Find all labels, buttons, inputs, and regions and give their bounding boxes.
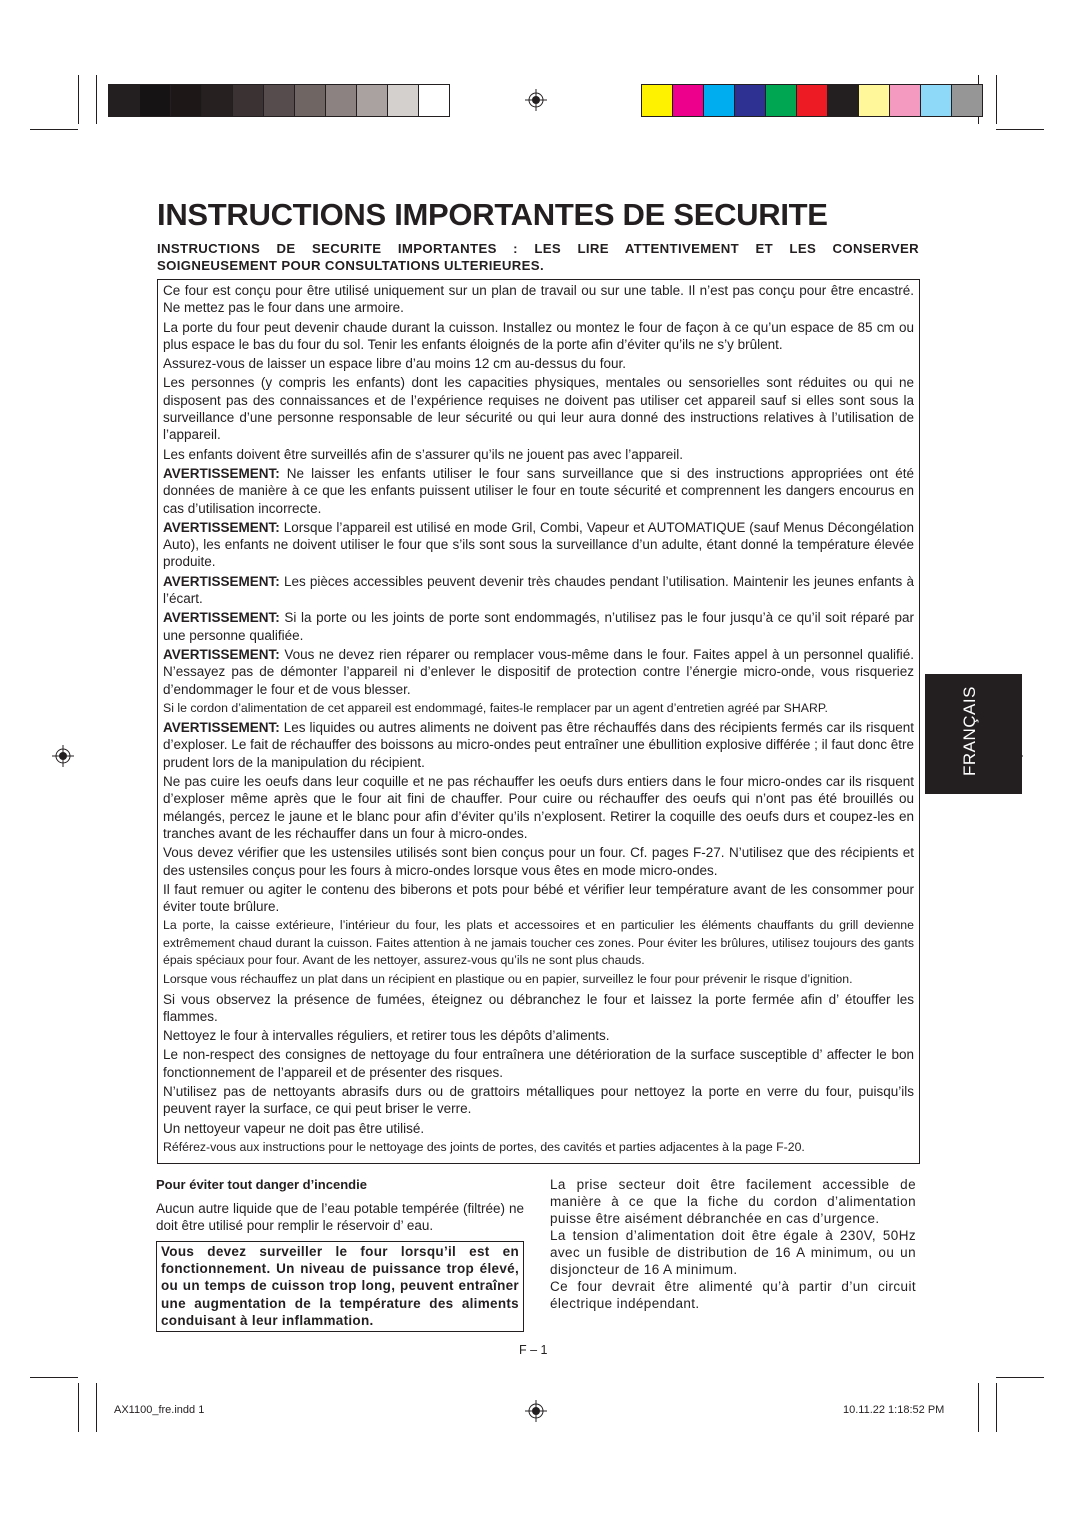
color-swatch bbox=[140, 85, 171, 116]
color-swatch bbox=[233, 85, 264, 116]
page-title: INSTRUCTIONS IMPORTANTES DE SECURITE bbox=[157, 197, 828, 232]
paragraph: Le non-respect des consignes de nettoyage du four entraînera une détérioration de la surface susceptible d’ affecter le bon fonctionnement de l’appareil et de présenter des risques. bbox=[163, 1047, 914, 1080]
paragraph: Si le cordon d’alimentation de cet appareil est endommagé, faites-le remplacer par un agent d’entretien agréé par SHARP. bbox=[163, 700, 828, 715]
color-swatch bbox=[673, 85, 704, 116]
color-swatch bbox=[326, 85, 357, 116]
warning-label: AVERTISSEMENT: bbox=[163, 720, 280, 736]
color-swatch bbox=[952, 85, 982, 116]
color-swatch bbox=[642, 85, 673, 116]
warning-label: AVERTISSEMENT: bbox=[163, 610, 280, 626]
footer-filename: AX1100_fre.indd 1 bbox=[114, 1404, 205, 1416]
grayscale-calibration-bar bbox=[108, 84, 450, 117]
color-swatch bbox=[357, 85, 388, 116]
color-swatch bbox=[202, 85, 233, 116]
color-swatch bbox=[766, 85, 797, 116]
color-swatch bbox=[890, 85, 921, 116]
safety-instructions-box bbox=[157, 279, 920, 1164]
color-swatch bbox=[295, 85, 326, 116]
color-swatch bbox=[828, 85, 859, 116]
registration-mark-icon bbox=[525, 1400, 547, 1422]
paragraph: Assurez-vous de laisser un espace libre d’au moins 12 cm au-dessus du four. bbox=[163, 356, 626, 372]
warning-label: AVERTISSEMENT: bbox=[163, 573, 280, 589]
paragraph: Un nettoyeur vapeur ne doit pas être utilisé. bbox=[163, 1120, 425, 1136]
warning-paragraph: AVERTISSEMENT: Les pièces accessibles peuvent devenir très chaudes pendant l’utilisation. Maintenir les jeunes enfants à l’écart. bbox=[163, 573, 914, 607]
warning-label: AVERTISSEMENT: bbox=[163, 465, 280, 481]
fire-warning-box: Vous devez surveiller le four lorsqu’il est en fonctionnement. Un niveau de puissance trop élevé, ou un temps de cuisson trop long, peuvent entraîner une augmentation de la température des aliments conduisant à leur inflammation. bbox=[156, 1241, 524, 1332]
color-swatch bbox=[859, 85, 890, 116]
paragraph: La prise secteur doit être facilement accessible de manière à ce que la fiche du cordon d’alimentation puisse être aisément débranchée en cas d’urgence. bbox=[550, 1177, 916, 1226]
paragraph: Si vous observez la présence de fumées, éteignez ou débranchez le four et laissez la porte fermée afin d’ étouffer les flammes. bbox=[163, 991, 914, 1024]
color-swatch bbox=[388, 85, 419, 116]
paragraph: Ne pas cuire les oeufs dans leur coquille et ne pas réchauffer les oeufs durs entiers dans le four micro-ondes car ils risquent d’exploser même après que le four ait fini de chauffer. Pour cuire ou réchauffer des oeufs qui n’ont pas été brouillés ou mélangés, percez le jaune et le blanc pour afin d’éviter qu’ils n’explosent. Retirer la coquille des oeufs durs et coupez-les en tranches avant de les réchauffer dans un four à micro-ondes. bbox=[163, 774, 914, 841]
color-swatch bbox=[797, 85, 828, 116]
warning-paragraph: AVERTISSEMENT: Lorsque l’appareil est utilisé en mode Gril, Combi, Vapeur et AUTOMATIQUE (sauf Menus Décongélation Auto), les enfants ne doivent utiliser le four que s’ils sont sous la surveillance d’un adulte, étant donné la température élevée produite. bbox=[163, 519, 914, 570]
warning-label: AVERTISSEMENT: bbox=[163, 646, 280, 662]
warning-paragraph: AVERTISSEMENT: Les liquides ou autres aliments ne doivent pas être réchauffés dans des récipients fermés car ils risquent d’exploser. Le fait de réchauffer des boissons au micro-ondes peut entraîner une ébullition explosive différée ; il faut donc être prudent lors de la manipulation du récipient. bbox=[163, 720, 914, 770]
paragraph: Nettoyez le four à intervalles réguliers, et retirer tous les dépôts d’aliments. bbox=[163, 1028, 610, 1044]
paragraph: La tension d’alimentation doit être égale à 230V, 50Hz avec un fusible de distribution de 16 A minimum, ou un disjoncteur de 16 A minimum. bbox=[550, 1228, 916, 1277]
warning-paragraph: AVERTISSEMENT: Vous ne devez rien réparer ou remplacer vous-même dans le four. Faites appel à un personnel qualifié. N’essayez pas de démonter l’appareil ni d’enlever le dispositif de protection contre l’énergie micro-onde, vous risqueriez d’endommager le four et de vous blesser. bbox=[163, 646, 914, 697]
color-swatch bbox=[419, 85, 449, 116]
paragraph: La porte, la caisse extérieure, l’intérieur du four, les plats et accessoires et en particulier les éléments chauffants du grill devienne extrêmement chaud durant la cuisson. Faites attention à ne jamais toucher ces zones. Pour éviter les brûlures, utilisez toujours des gants épais spéciaux pour four. Avant de les nettoyer, assurez-vous qu’ils ne sont plus chauds. bbox=[163, 918, 914, 967]
paragraph: Vous devez vérifier que les ustensiles utilisés sont bien conçus pour un four. Cf. pages F-27. N’utilisez que des récipients et des ustensiles conçus pour les fours à micro-ondes lorsque vous êtes en mode micro-ondes. bbox=[163, 845, 914, 878]
paragraph: Les enfants doivent être surveillés afin de s’assurer qu’ils ne jouent pas avec l’appareil. bbox=[163, 446, 684, 462]
color-swatch bbox=[171, 85, 202, 116]
color-calibration-bar bbox=[641, 84, 983, 117]
language-tab-label: FRANÇAIS bbox=[960, 686, 979, 776]
warning-label: AVERTISSEMENT: bbox=[163, 519, 280, 535]
electrical-section bbox=[550, 1176, 916, 1312]
page-number: F – 1 bbox=[519, 1343, 548, 1357]
registration-mark-icon bbox=[525, 89, 547, 111]
color-swatch bbox=[109, 85, 140, 116]
paragraph: Il faut remuer ou agiter le contenu des biberons et pots pour bébé et vérifier leur température avant de les consommer pour éviter toute brûlure. bbox=[163, 881, 914, 915]
paragraph: Référez-vous aux instructions pour le nettoyage des joints de portes, des cavités et parties adjacentes à la page F-20. bbox=[163, 1139, 805, 1154]
paragraph: Ce four est conçu pour être utilisé uniquement sur un plan de travail ou sur une table. Il n’est pas conçu pour être encastré. Ne mettez pas le four dans une armoire. bbox=[163, 283, 914, 316]
warning-paragraph: AVERTISSEMENT: Ne laisser les enfants utiliser le four sans surveillance que si des instructions appropriées ont été données de manière à ce que les enfants puissent utiliser le four en toute sécurité et comprennent les dangers encourus en cas d’utilisation incorrecte. bbox=[163, 465, 914, 516]
language-tab bbox=[925, 674, 1022, 794]
page-subtitle: INSTRUCTIONS DE SECURITE IMPORTANTES : LES LIRE ATTENTIVEMENT ET LES CONSERVER SOIGNEUSEMENT POUR CONSULTATIONS ULTERIEURES. bbox=[157, 241, 919, 273]
section-heading: Pour éviter tout danger d’incendie bbox=[156, 1177, 367, 1192]
color-swatch bbox=[735, 85, 766, 116]
paragraph: Aucun autre liquide que de l’eau potable tempérée (filtrée) ne doit être utilisé pour remplir le réservoir d’ eau. bbox=[156, 1201, 524, 1233]
paragraph: Ce four devrait être alimenté qu’à partir d’un circuit électrique indépendant. bbox=[550, 1279, 916, 1311]
paragraph: Les personnes (y compris les enfants) dont les capacities physiques, mentales ou sensorielles sont réduites ou qui ne disposent pas des connaissances et de l’expérience requises ne doivent pas utiliser cet appareil sauf si elles sont sous la surveillance d’une personne responsable de leur sécurité ou qui leur aura donné des instructions relatives à l’utilisation de l’appareil. bbox=[163, 375, 914, 443]
footer-datetime: 10.11.22 1:18:52 PM bbox=[843, 1404, 945, 1416]
registration-mark-icon bbox=[52, 745, 74, 767]
color-swatch bbox=[264, 85, 295, 116]
paragraph: N’utilisez pas de nettoyants abrasifs durs ou de grattoirs métalliques pour nettoyez la porte en verre du four, puisqu’ils peuvent rayer la surface, ce qui peut briser le verre. bbox=[163, 1084, 914, 1117]
paragraph: La porte du four peut devenir chaude durant la cuisson. Installez ou montez le four de façon à ce qu’un espace de 85 cm ou plus espace le bas du four du sol. Tenir les enfants éloignés de la porte afin d’éviter qu’ils ne s’y brûlent. bbox=[163, 319, 914, 352]
color-swatch bbox=[921, 85, 952, 116]
paragraph: Lorsque vous réchauffez un plat dans un récipient en plastique ou en papier, surveillez le four pour prévenir le risque d’ignition. bbox=[163, 972, 853, 987]
color-swatch bbox=[704, 85, 735, 116]
warning-paragraph: AVERTISSEMENT: Si la porte ou les joints de porte sont endommagés, n’utilisez pas le four jusqu’à ce qu’il soit réparé par une personne qualifiée. bbox=[163, 610, 914, 643]
fire-safety-section bbox=[156, 1177, 524, 1332]
